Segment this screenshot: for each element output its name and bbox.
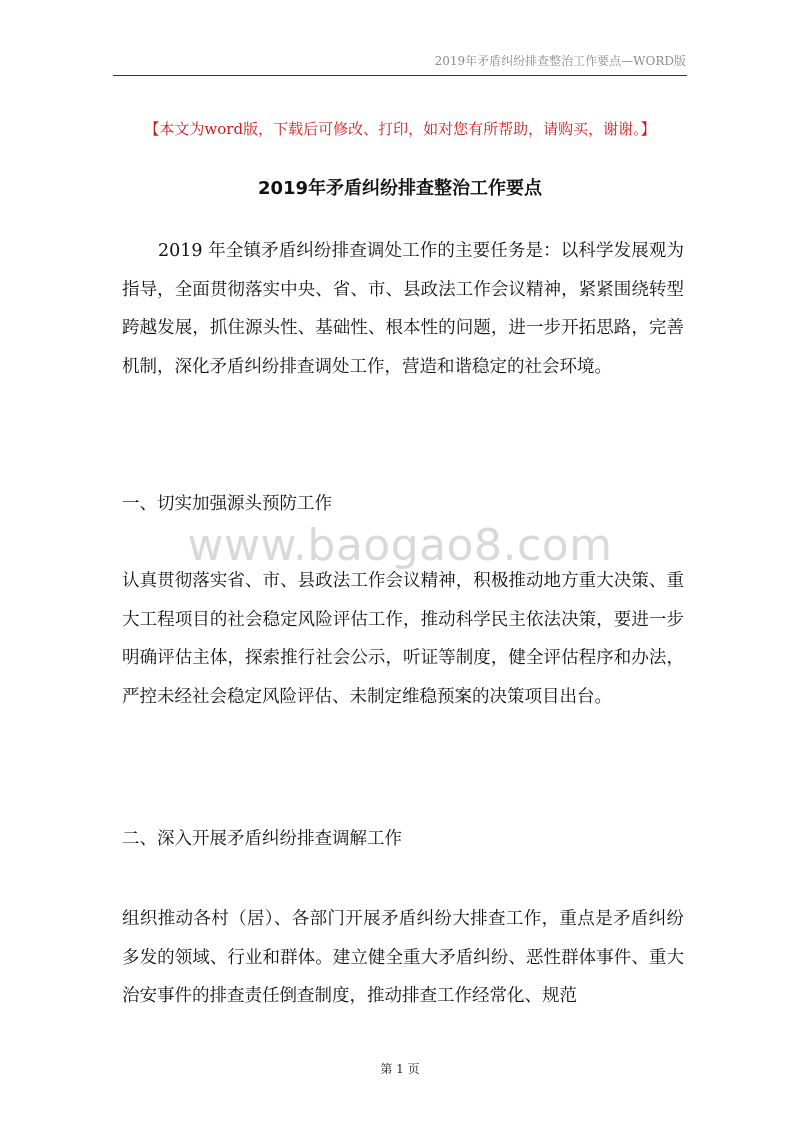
watermark: www.baogao8.com — [187, 520, 613, 571]
section-2-heading: 二、深入开展矛盾纠纷排查调解工作 — [122, 829, 402, 849]
section-1-paragraph: 认真贯彻落实省、市、县政法工作会议精神，积极推动地方重大决策、重大工程项目的社会稳定风险评估工作，推动科学民主依法决策，要进一步明确评估主体，探索推行社会公示，听证等制度，健全评估程序和办法，严控未经社会稳定风险评估、未制定维稳预案的决策项目出台。 — [122, 571, 684, 707]
running-header: 2019年矛盾纠纷排查整治工作要点—WORD版 — [434, 54, 686, 68]
section-1-heading: 一、切实加强源头预防工作 — [122, 494, 332, 514]
header-divider — [113, 75, 687, 76]
intro-paragraph: 2019 年全镇矛盾纠纷排查调处工作的主要任务是：以科学发展观为指导，全面贯彻落实中央、省、市、县政法工作会议精神，紧紧围绕转型跨越发展，抓住源头性、基础性、根本性的问题，进一步开拓思路，完善机制，深化矛盾纠纷排查调处工作，营造和谐稳定的社会环境。 — [122, 241, 684, 377]
download-notice: 【本文为word版，下载后可修改、打印，如对您有所帮助，请购买，谢谢。】 — [144, 120, 656, 138]
document-title: 2019年矛盾纠纷排查整治工作要点 — [257, 178, 543, 199]
section-2-paragraph: 组织推动各村（居）、各部门开展矛盾纠纷大排查工作，重点是矛盾纠纷多发的领域、行业和群体。建立健全重大矛盾纠纷、恶性群体事件、重大治安事件的排查责任倒查制度，推动排查工作经常化、规范 — [122, 909, 684, 1006]
page-number: 第 1 页 — [380, 1062, 420, 1076]
